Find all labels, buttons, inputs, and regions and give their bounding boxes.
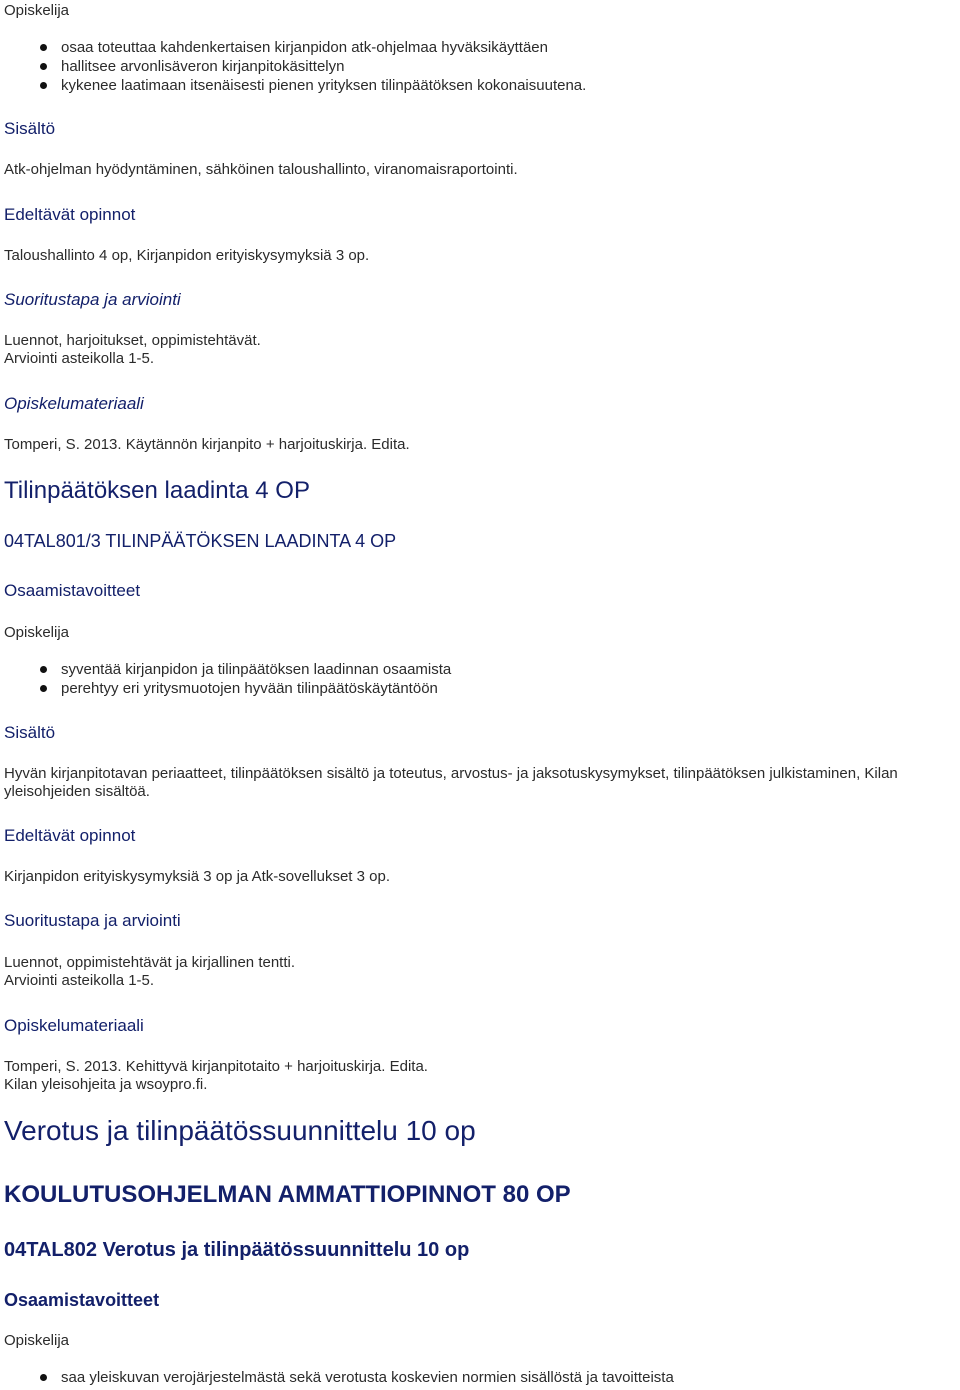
prereq-text: Taloushallinto 4 op, Kirjanpidon erityiskysymyksiä 3 op.: [4, 247, 370, 264]
method-text: Arviointi asteikolla 1-5.: [4, 350, 155, 367]
material-text: Tomperi, S. 2013. Käytännön kirjanpito + harjoituskirja. Edita.: [4, 436, 410, 453]
method-text: Luennot, oppimistehtävät ja kirjallinen tentti.: [4, 954, 296, 971]
prereq-heading: Edeltävät opinnot: [4, 205, 136, 224]
student-label: Opiskelija: [4, 624, 70, 641]
outcomes-list: [0, 1368, 674, 1387]
outcomes-list: [0, 38, 586, 95]
material-heading: Opiskelumateriaali: [4, 1016, 144, 1035]
program-heading: KOULUTUSOHJELMAN AMMATTIOPINNOT 80 OP: [4, 1181, 571, 1208]
list-item: perehtyy eri yritysmuotojen hyvään tilinpäätöskäytäntöön: [0, 679, 451, 698]
course-title: Verotus ja tilinpäätössuunnittelu 10 op: [4, 1115, 476, 1146]
list-item: saa yleiskuvan verojärjestelmästä sekä verotusta koskevien normien sisällöstä ja tavoitteista: [0, 1368, 674, 1387]
method-heading: Suoritustapa ja arviointi: [4, 290, 181, 309]
material-text: Kilan yleisohjeita ja wsoypro.fi.: [4, 1076, 208, 1093]
goals-heading: Osaamistavoitteet: [4, 581, 141, 600]
prereq-heading: Edeltävät opinnot: [4, 826, 136, 845]
goals-heading: Osaamistavoitteet: [4, 1290, 160, 1310]
content-text: yleisohjeiden sisältöä.: [4, 783, 150, 800]
material-heading: Opiskelumateriaali: [4, 394, 144, 413]
method-heading: Suoritustapa ja arviointi: [4, 911, 181, 930]
method-text: Arviointi asteikolla 1-5.: [4, 972, 155, 989]
list-item: syventää kirjanpidon ja tilinpäätöksen laadinnan osaamista: [0, 660, 451, 679]
content-text: Hyvän kirjanpitotavan periaatteet, tilinpäätöksen sisältö ja toteutus, arvostus- ja jaksotuskysymykset, tilinpäätöksen julkistaminen, Kilan: [4, 765, 898, 782]
outcomes-list: [0, 660, 451, 698]
student-label: Opiskelija: [4, 2, 70, 19]
course-code-title: 04TAL802 Verotus ja tilinpäätössuunnittelu 10 op: [4, 1239, 470, 1261]
course-title: Tilinpäätöksen laadinta 4 OP: [4, 477, 310, 504]
material-text: Tomperi, S. 2013. Kehittyvä kirjanpitotaito + harjoituskirja. Edita.: [4, 1058, 428, 1075]
content-heading: Sisältö: [4, 723, 56, 742]
list-item: kykenee laatimaan itsenäisesti pienen yrityksen tilinpäätöksen kokonaisuutena.: [0, 76, 586, 95]
list-item: hallitsee arvonlisäveron kirjanpitokäsittelyn: [0, 57, 586, 76]
content-text: Atk-ohjelman hyödyntäminen, sähköinen taloushallinto, viranomaisraportointi.: [4, 161, 518, 178]
student-label: Opiskelija: [4, 1332, 70, 1349]
content-heading: Sisältö: [4, 119, 56, 138]
course-code-title: 04TAL801/3 TILINPÄÄTÖKSEN LAADINTA 4 OP: [4, 531, 397, 551]
method-text: Luennot, harjoitukset, oppimistehtävät.: [4, 332, 261, 349]
prereq-text: Kirjanpidon erityiskysymyksiä 3 op ja Atk-sovellukset 3 op.: [4, 868, 391, 885]
list-item: osaa toteuttaa kahdenkertaisen kirjanpidon atk-ohjelmaa hyväksikäyttäen: [0, 38, 586, 57]
